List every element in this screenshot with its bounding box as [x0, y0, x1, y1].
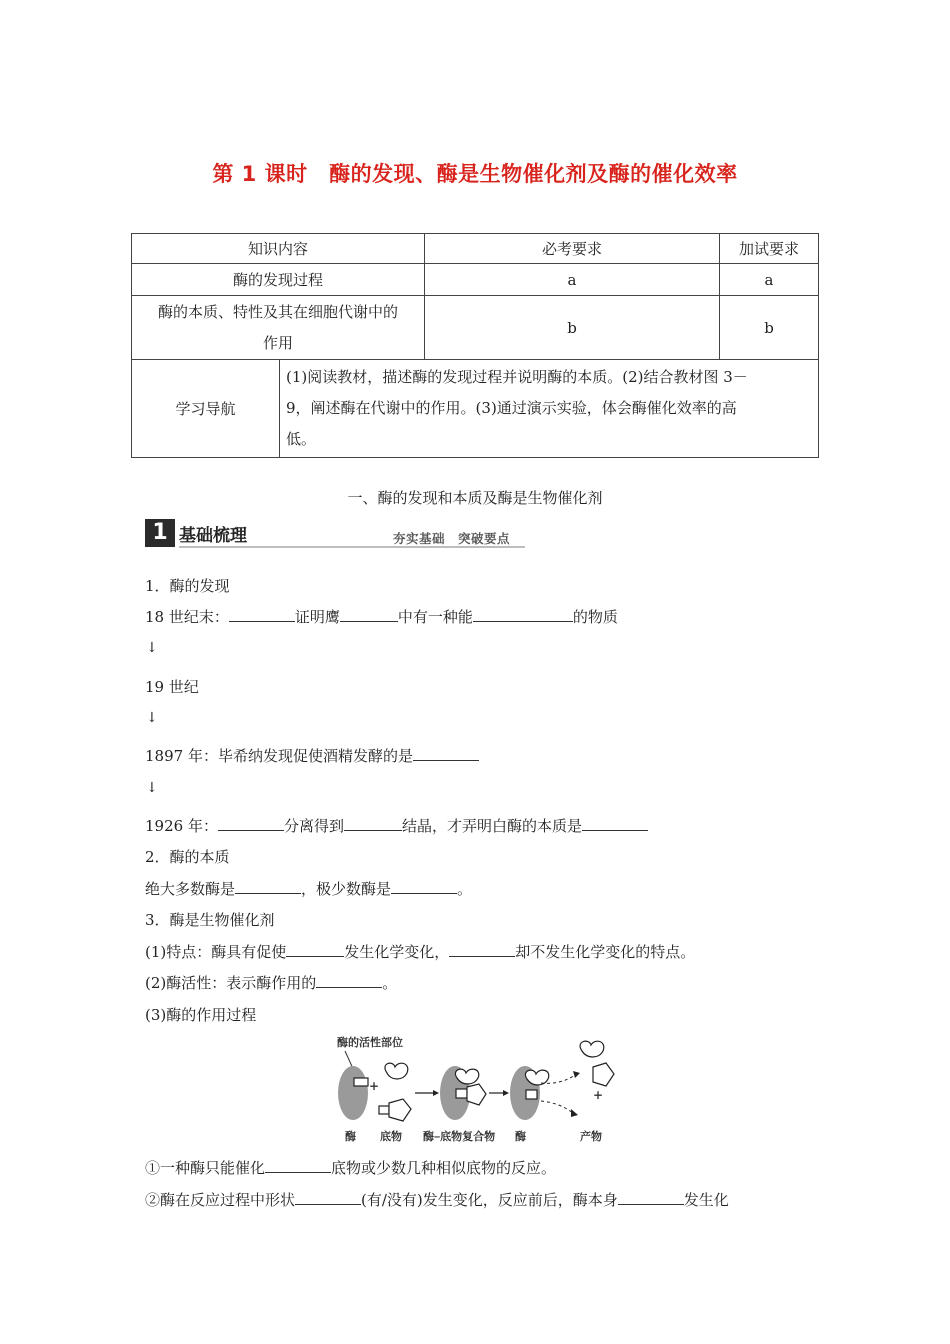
- c18-text-a: 18 世纪末：: [145, 608, 229, 626]
- requirements-table: [131, 233, 819, 458]
- arrow-head-icon: [573, 1071, 580, 1078]
- header-extra: 加试要求: [720, 234, 819, 264]
- c19-line: 19 世纪: [145, 678, 199, 696]
- y1926-text-a: 1926 年：: [145, 817, 218, 835]
- catalyst-p2-a: (2)酶活性：表示酶作用的: [145, 974, 317, 992]
- c18-line: [145, 606, 618, 627]
- point2-text-c: 发生化: [683, 1191, 729, 1209]
- table-row: [132, 296, 819, 360]
- substrate-heart: [385, 1063, 408, 1079]
- row1-extra: a: [720, 264, 819, 296]
- enzyme-shape: [338, 1066, 368, 1120]
- c18-text-c: 中有一种能: [397, 608, 473, 626]
- table-header-row: [132, 234, 819, 264]
- fill-blank[interactable]: [618, 1190, 684, 1205]
- catalyst-p1-a: (1)特点：酶具有促使: [145, 943, 287, 961]
- row2-required: b: [425, 296, 720, 360]
- point-2: [145, 1189, 729, 1210]
- catalyst-p1: [145, 941, 695, 962]
- banner-number: 1: [145, 519, 175, 547]
- row1-content: 酶的发现过程: [132, 264, 425, 296]
- y1897-text: 1897 年：毕希纳发现促使酒精发酵的是: [145, 747, 413, 765]
- complex-label: 酶–底物复合物: [423, 1131, 496, 1143]
- section-banner: [145, 519, 525, 549]
- fill-blank[interactable]: [449, 942, 515, 957]
- nature-text-a: 绝大多数酶是: [145, 880, 236, 898]
- point1-text-b: 底物或少数几种相似底物的反应。: [331, 1159, 557, 1177]
- nav-text: [280, 360, 819, 457]
- fill-blank[interactable]: [473, 607, 573, 622]
- fill-blank[interactable]: [340, 607, 398, 622]
- nav-cell: [132, 360, 819, 458]
- active-site-label: 酶的活性部位: [337, 1037, 403, 1049]
- fill-blank[interactable]: [235, 879, 301, 894]
- c18-text-b: 证明鹰: [294, 608, 340, 626]
- dashed-path-down: [541, 1101, 573, 1113]
- header-required: 必考要求: [425, 234, 720, 264]
- nav-row: [132, 360, 819, 458]
- plus-sign: +: [369, 1079, 380, 1093]
- banner-label: 基础梳理: [179, 526, 247, 546]
- nature-heading: 2．酶的本质: [145, 848, 230, 866]
- nav-line-1: (1)阅读教材，描述酶的发现过程并说明酶的本质。(2)结合教材图 3－: [286, 368, 748, 386]
- nav-line-3: 低。: [286, 430, 317, 448]
- catalyst-p2-b: 。: [382, 974, 398, 992]
- row2-content-line2: 作用: [262, 333, 293, 352]
- enzyme-process-diagram: [325, 1033, 630, 1148]
- nav-line-2: 9，阐述酶在代谢中的作用。(3)通过演示实验，体会酶催化效率的高: [286, 399, 737, 417]
- substrate-tab: [379, 1106, 389, 1114]
- fill-blank[interactable]: [218, 816, 284, 831]
- fill-blank[interactable]: [265, 1158, 331, 1173]
- point1-text-a: ①一种酶只能催化: [145, 1159, 266, 1177]
- active-site: [354, 1078, 368, 1086]
- nature-text-b: ，极少数酶是: [301, 880, 392, 898]
- product-heart: [580, 1041, 604, 1057]
- fill-blank[interactable]: [582, 816, 648, 831]
- substrate-label: 底物: [380, 1131, 402, 1143]
- substrate-pentagon: [389, 1099, 411, 1121]
- fill-blank[interactable]: [344, 816, 402, 831]
- product-pentagon: [593, 1063, 614, 1086]
- section-heading: 一、酶的发现和本质及酶是生物催化剂: [347, 489, 603, 507]
- y1926-line: [145, 815, 648, 836]
- y1926-text-c: 结晶，才弄明白酶的本质是: [401, 817, 582, 835]
- catalyst-p2: [145, 972, 397, 993]
- table-row: [132, 264, 819, 296]
- product-label: 产物: [580, 1131, 602, 1143]
- nature-line: [145, 878, 472, 899]
- complex-pentagon: [467, 1084, 486, 1105]
- enzyme-label-2: 酶: [515, 1131, 526, 1143]
- nature-text-c: 。: [457, 880, 473, 898]
- row1-required: a: [425, 264, 720, 296]
- nav-label: 学习导航: [132, 360, 280, 457]
- row2-content: [132, 296, 425, 360]
- page-title: 第 1 课时 酶的发现、酶是生物催化剂及酶的催化效率: [212, 162, 738, 186]
- y1897-line: [145, 745, 479, 766]
- catalyst-p3: (3)酶的作用过程: [145, 1006, 257, 1024]
- point-1: [145, 1157, 556, 1178]
- down-arrow-icon: ↓: [146, 640, 158, 656]
- arrow-head-icon: [433, 1090, 439, 1096]
- banner-slogan: 夯实基础 突破要点: [393, 531, 511, 546]
- catalyst-p1-c: 却不发生化学变化的特点。: [515, 943, 696, 961]
- discovery-heading: 1．酶的发现: [145, 577, 230, 595]
- diagram-svg: [325, 1033, 630, 1148]
- nav-inner: [132, 360, 818, 457]
- c18-text-d: 的物质: [572, 608, 618, 626]
- product-plus-sign: +: [593, 1088, 604, 1102]
- arrow-head-icon: [503, 1090, 509, 1096]
- catalyst-p1-b: 发生化学变化，: [344, 943, 450, 961]
- catalyst-heading: 3．酶是生物催化剂: [145, 911, 275, 929]
- fill-blank[interactable]: [286, 942, 344, 957]
- fill-blank[interactable]: [229, 607, 295, 622]
- header-knowledge: 知识内容: [132, 234, 425, 264]
- fill-blank[interactable]: [316, 973, 382, 988]
- fill-blank[interactable]: [413, 746, 479, 761]
- released-tab: [526, 1090, 537, 1099]
- point2-text-b: (有/没有)发生变化，反应前后，酶本身: [361, 1191, 618, 1209]
- complex-tab: [456, 1089, 467, 1098]
- down-arrow-icon: ↓: [146, 710, 158, 726]
- y1926-text-b: 分离得到: [283, 817, 344, 835]
- point2-text-a: ②酶在反应过程中形状: [145, 1191, 296, 1209]
- row2-content-line1: 酶的本质、特性及其在细胞代谢中的: [157, 302, 398, 321]
- arrow-head-icon: [571, 1109, 578, 1117]
- fill-blank[interactable]: [391, 879, 457, 894]
- row2-extra: b: [720, 296, 819, 360]
- enzyme-label: 酶: [345, 1131, 356, 1143]
- down-arrow-icon: ↓: [146, 780, 158, 796]
- fill-blank[interactable]: [295, 1190, 361, 1205]
